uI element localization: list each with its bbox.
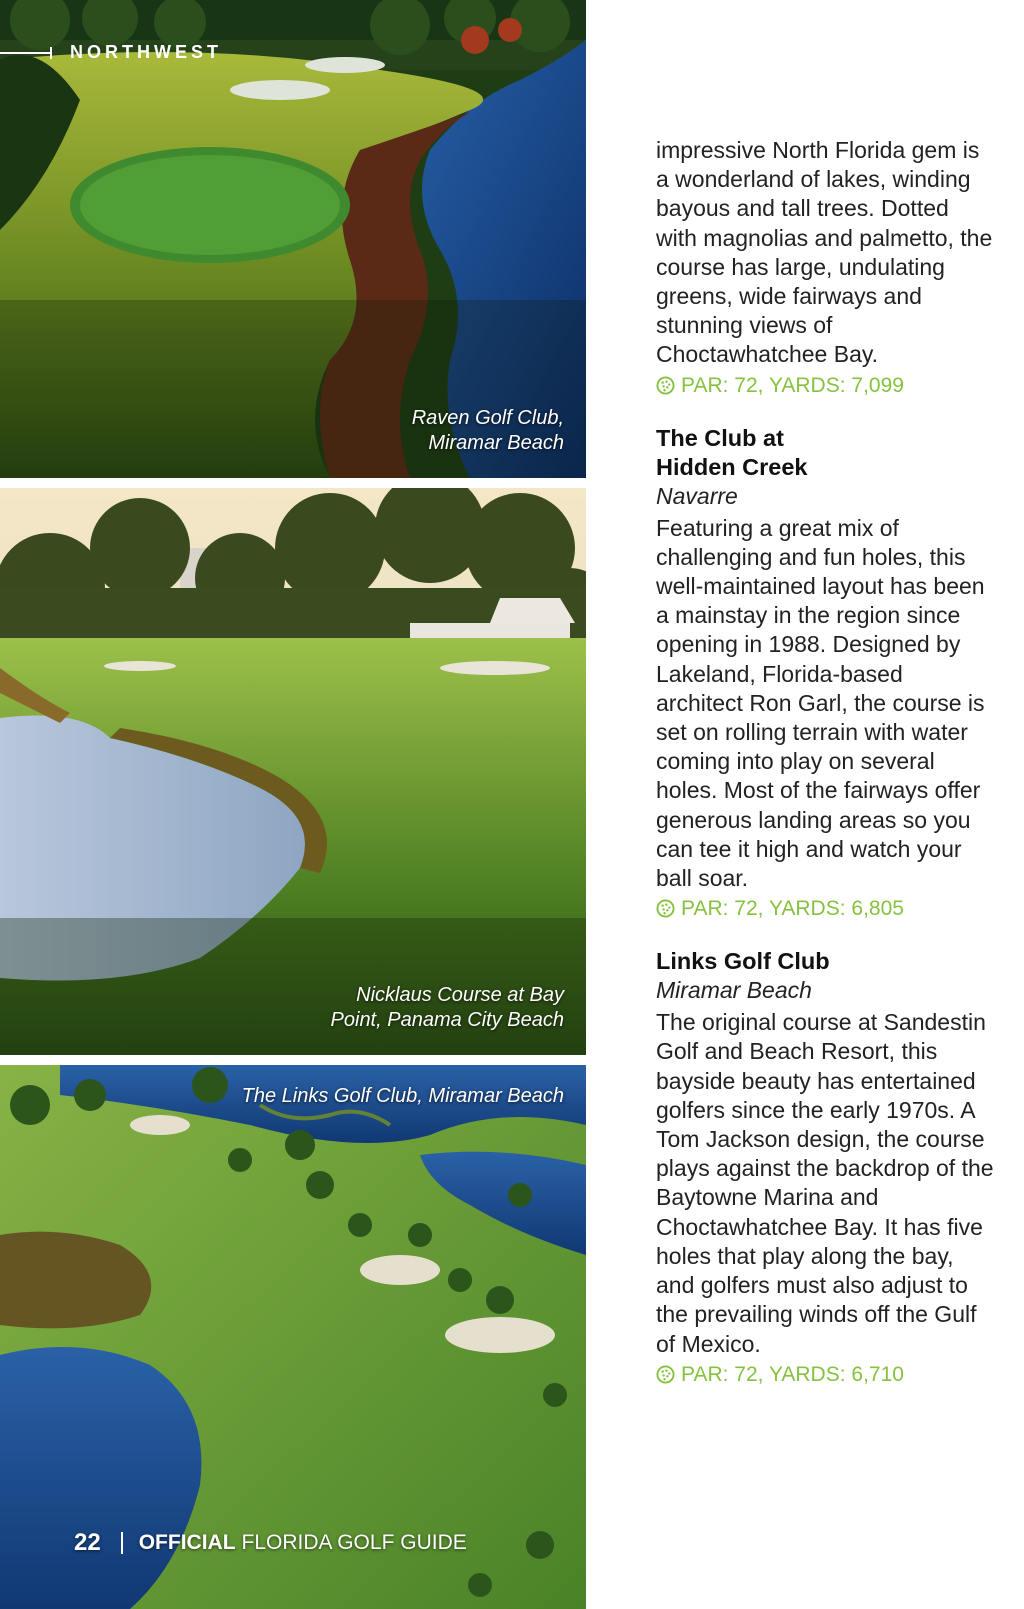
photo-caption xyxy=(264,983,564,1033)
page-footer xyxy=(74,1529,467,1557)
golf-ball-icon xyxy=(656,899,675,918)
caption-text: The Links Golf Club, Miramar Beach xyxy=(241,1085,564,1107)
course-description: The original course at Sandestin Golf and Beach Resort, this bayside beauty has entertained golfers since the early 1970s. A Tom Jackson design, the course plays against the backdrop of the Baytowne Marina and Choctawhatchee Bay. It has five holes that play along the bay, and golfers must also adjust to the prevailing winds off the Gulf of Mexico. xyxy=(656,1009,994,1357)
photo-links-illustration xyxy=(0,1065,586,1609)
photo-nicklaus-course xyxy=(0,488,586,1055)
course-stats-text: PAR: 72, YARDS: 7,099 xyxy=(681,373,904,397)
footer-brand: FLORIDA GOLF GUIDE xyxy=(241,1531,467,1554)
section-label xyxy=(0,42,222,63)
course-stats xyxy=(656,1360,996,1389)
photo-caption xyxy=(264,406,564,456)
photo-links-golf-club xyxy=(0,1065,586,1609)
photo-caption xyxy=(144,1084,564,1109)
photo-raven-golf-club xyxy=(0,0,586,478)
course-entry xyxy=(656,424,996,924)
course-stats-text: PAR: 72, YARDS: 6,805 xyxy=(681,897,904,921)
course-intro xyxy=(656,136,996,400)
section-rule xyxy=(0,52,52,54)
course-name: Links Golf Club xyxy=(656,948,830,975)
photo-nicklaus-illustration xyxy=(0,488,586,1055)
section-label-text: NORTHWEST xyxy=(70,42,222,62)
course-entry xyxy=(656,947,996,1388)
course-description: Featuring a great mix of challenging and fun holes, this well-maintained layout has been a mainstay in the region since opening in 1988. Designed by Lakeland, Florida-based architect Ron Garl, the course is set on rolling terrain with water coming into play on several holes. Most of the fairways offer generous landing areas so you can tee it high and watch your ball soar. xyxy=(656,514,985,892)
caption-text: Raven Golf Club, Miramar Beach xyxy=(411,407,564,454)
golf-ball-icon xyxy=(656,376,675,395)
article-column xyxy=(656,136,996,1389)
course-location: Navarre xyxy=(656,482,738,509)
golf-ball-icon xyxy=(656,1365,675,1384)
course-location: Miramar Beach xyxy=(656,977,812,1004)
course-name: The Club at Hidden Creek xyxy=(656,424,808,480)
footer-brand-bold: OFFICIAL xyxy=(138,1531,236,1554)
course-stats xyxy=(656,371,996,400)
course-stats-text: PAR: 72, YARDS: 6,710 xyxy=(681,1362,904,1386)
page-number: 22 xyxy=(74,1529,101,1556)
course-stats xyxy=(656,894,996,923)
course-description: impressive North Florida gem is a wonderland of lakes, winding bayous and tall trees. Dotted with magnolias and palmetto, the course has large, undulating greens, wide fairways and stunning views of Choctawhatchee Bay. xyxy=(656,137,993,368)
caption-text: Nicklaus Course at Bay Point, Panama City Beach xyxy=(330,984,564,1031)
footer-divider xyxy=(121,1532,123,1554)
